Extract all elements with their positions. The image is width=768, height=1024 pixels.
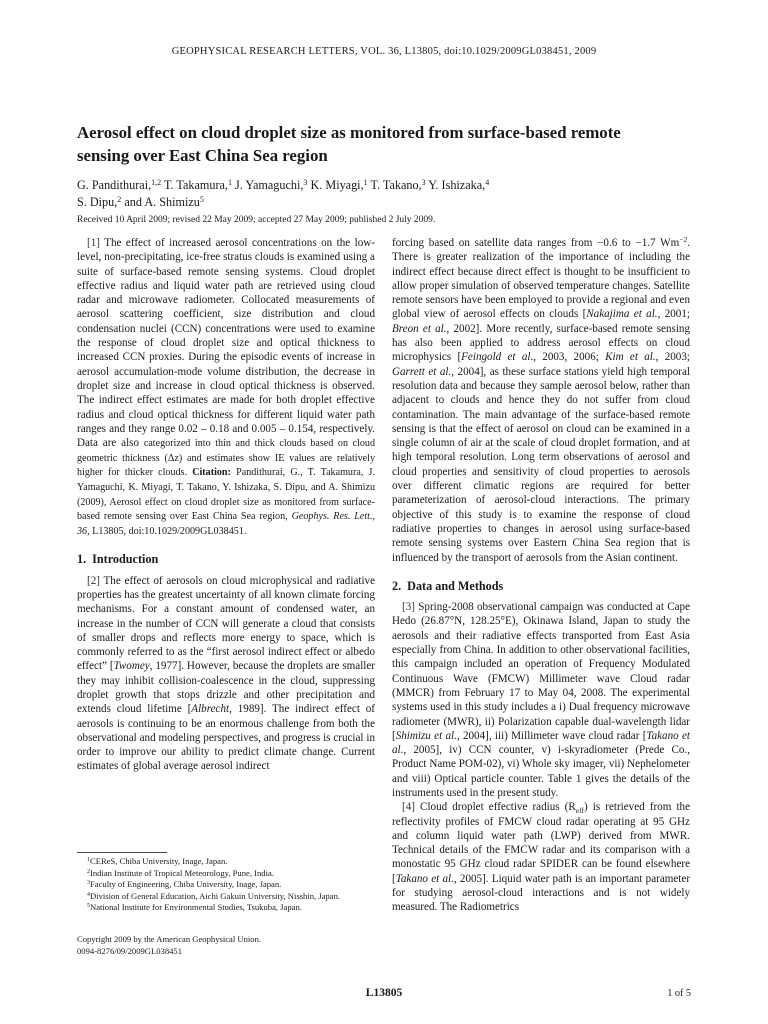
footnote-mark: 3 (87, 880, 90, 887)
affiliation-footnotes (77, 852, 375, 914)
footnote-text: Division of General Education, Aichi Gakuin University, Nisshin, Japan. (90, 890, 341, 901)
body-text: . There is greater realization of the importance of including the indirect effect because direct effect is thought to be insufficient to allow proper simulation of observed temperature changes. Satellite remote sensors have been employed to provide a regional and even global view of aerosol effects on clouds [ (392, 237, 690, 321)
author-name: and A. Shimizu (121, 195, 200, 209)
reference-link[interactable]: Takano et al. (395, 872, 454, 885)
author-name: Y. Ishizaka, (425, 178, 486, 192)
body-text: , 2003, 2006; (533, 351, 606, 364)
author-name: T. Takamura, (161, 178, 228, 192)
affiliation-mark: 1,2 (151, 178, 162, 187)
body-text: , 1989]. The indirect effect of aerosols is continuing to be an enormous challenge from both the observational and modeling perspectives, and progress is crucial in order to improve our ability to predict climate change. Current estimates of global average aerosol indirect (77, 703, 375, 773)
body-text: Cloud droplet effective radius (R (420, 801, 576, 814)
footnote-mark: 5 (87, 903, 90, 910)
reference-link[interactable]: Nakajima et al. (586, 308, 658, 321)
section-title: Data and Methods (407, 578, 504, 593)
left-column (77, 236, 375, 774)
citation-journal: Geophys. Res. Lett., 36, (77, 511, 375, 537)
subscript: eff (575, 806, 584, 816)
methods-paragraph-4 (392, 800, 690, 914)
affiliation-mark: 2 (117, 195, 122, 204)
running-head: GEOPHYSICAL RESEARCH LETTERS, VOL. 36, L13805, doi:10.1029/2009GL038451, 2009 (171, 46, 597, 57)
unit-exponent: −2 (679, 235, 688, 244)
body-text: , 2004], iii) Millimeter wave cloud radar [ (456, 729, 647, 742)
body-text: , 2002]. More recently, surface-based remote sensing has also been applied to address aerosol effects on cloud microphysics [ (392, 322, 691, 364)
reference-link[interactable]: Feingold et al. (461, 351, 534, 364)
section-heading-data-methods (392, 579, 690, 593)
copyright-notice (77, 934, 375, 957)
paragraph-number: [1] (87, 237, 100, 249)
affiliation-mark: 3 (303, 178, 308, 187)
author-name: S. Dipu, (77, 195, 118, 209)
section-heading-introduction (77, 552, 375, 566)
methods-paragraph-3 (392, 600, 690, 800)
page-number: 1 of 5 (667, 988, 691, 999)
article-title: Aerosol effect on cloud droplet size as monitored from surface-based remote sensing over East China Sea region (77, 123, 621, 165)
body-text: , 2005]. Liquid water path is an important parameter for studying aerosol-cloud interactions and is not widely measured. The Radiometrics (392, 872, 691, 914)
footnote-text: CEReS, Chiba University, Inage, Japan. (90, 856, 228, 866)
footnote (77, 868, 375, 880)
footnote (77, 879, 375, 891)
body-text: , 1977]. However, because the droplets are smaller they may inhibit collision-coalescence in the cloud, suppressing droplet growth that stops drizzle and other precipitation and extends cloud lifetime [ (77, 660, 375, 716)
affiliation-mark: 1 (227, 178, 232, 187)
body-text: ) is retrieved from the reflectivity profiles of FMCW cloud radar operating at 95 GHz and column liquid water path (LWP) derived from MWR. Technical details of the FMCW radar and its comparison with a monostatic 95 GHz cloud radar SPIDER can be found elsewhere [ (392, 801, 690, 885)
author-line-1 (77, 177, 697, 194)
body-text: , 2003; (655, 351, 690, 364)
author-name: K. Miyagi, (307, 178, 364, 192)
footnote-text: Indian Institute of Tropical Meteorology, Pune, India. (90, 867, 274, 878)
author-name: T. Takano, (367, 178, 422, 192)
abstract-text: The effect of increased aerosol concentrations on the low-level, non-precipitating, ice-free stratus clouds is examined using a suite of surface-based remote sensing systems. Cloud droplet effective radius and liquid water path are retrieved using cloud radar and microwave radiometer. Collocated measurements of aerosol scattering coefficient, size distribution and cloud condensation nuclei (CCN) concentrations were used to examine the response of cloud droplet size and optical thickness to increased CCN proxies. During the episodic events of increase in aerosol accumulation-mode volume distribution, the decrease in droplet size and increase in cloud optical thickness is observed. The indirect effect estimates are made for both droplet effective radius and cloud optical thickness for different liquid water path ranges and they range 0.02 – 0.18 and 0.005 – 0.154, respectively. Data are also (77, 237, 375, 450)
body-text: Spring-2008 observational campaign was conducted at Cape Hedo (26.87°N, 128.25°E), Okinawa Island, Japan to study the aerosols and their radiative effects transported from East Asia especially from China. In addition to other observational facilities, this campaign included an operation of Frequency Modulated Continuous Wave (FMCW) Millimeter wave Cloud radar (MMCR) from February 17 to May 04, 2008. The experimental systems used in this study includes a i) Dual frequency microwave radiometer (MWR), ii) Polarization capable dual-wavelength lidar [ (392, 601, 690, 742)
introduction-paragraph (77, 574, 375, 774)
issn-line: 0094-8276/09/2009GL038451 (77, 945, 183, 956)
footnote-text: Faculty of Engineering, Chiba University, Inage, Japan. (90, 879, 282, 890)
right-column (392, 236, 690, 915)
footnote (77, 891, 375, 903)
abstract-tail-text: categorized into thin and thick clouds based on cloud geometric thickness (Δz) and estimates show IE values are relatively higher for thicker clouds. (77, 438, 375, 479)
paragraph-number: [2] (87, 574, 100, 587)
received-dates: Received 10 April 2009; revised 22 May 2009; accepted 27 May 2009; published 2 July 2009. (77, 215, 436, 225)
body-text: , 2001; (657, 308, 690, 321)
footnote (77, 856, 375, 868)
affiliation-mark: 1 (363, 178, 368, 187)
reference-link[interactable]: Kim et al. (605, 351, 656, 364)
author-line-2 (77, 194, 697, 211)
footnote-divider (77, 852, 167, 853)
reference-link[interactable]: Takano et al. (392, 729, 691, 757)
footnote-mark: 1 (87, 857, 90, 863)
author-list (77, 177, 697, 211)
citation-text: Pandithurai, G., T. Takamura, J. Yamaguchi, K. Miyagi, T. Takano, Y. Ishizaka, S. Dipu, and A. Shimizu (2009), Aerosol effect on cloud droplet size as monitored from surface-based remote sensing over East China Sea region, (77, 467, 375, 523)
body-text: forcing based on satellite data ranges from −0.6 to −1.7 Wm (392, 237, 680, 249)
reference-link[interactable]: Shimizu et al. (395, 729, 457, 742)
reference-link[interactable]: Albrecht (191, 703, 230, 716)
introduction-continued (392, 236, 690, 565)
article-id-footer: L13805 (365, 987, 403, 999)
footnote-mark: 2 (87, 868, 90, 875)
paragraph-number: [3] (402, 601, 415, 614)
section-number: 2. (392, 578, 402, 593)
reference-link[interactable]: Twomey (113, 660, 150, 673)
affiliation-mark: 4 (485, 178, 490, 187)
body-text: , 2004], as these surface stations yield high temporal resolution data and because they sample aerosol below, rather than adjacent to clouds and hence they do not suffer from cloud contamination. The main advantage of the surface-based remote sensing is that the effect of aerosol on cloud can be examined in a single column of air at the scale of cloud droplet formation, and at high temporal resolution. Long term observations of aerosol and cloud properties and sensitivity of cloud properties to aerosols over different climatic regions are required for better parameterization of aerosol-cloud interactions. The primary objective of this study is to examine the response of cloud radiative properties to changes in aerosol using surface-based remote sensing systems over Eastern China Sea region that is influenced by the transport of aerosols from the Asian continent. (392, 365, 690, 564)
affiliation-mark: 5 (199, 195, 204, 204)
citation-doi: L13805, doi:10.1029/2009GL038451. (92, 525, 247, 537)
section-title: Introduction (92, 552, 159, 567)
footnote (77, 902, 375, 914)
footnote-mark: 4 (87, 891, 90, 898)
reference-link[interactable]: Breon et al. (392, 322, 447, 335)
body-text: , 2005], iv) CCN counter, v) i-skyradiometer (Prede Co., Product Name POM-02), vi) Whole sky imager, vii) Nephelometer and viii) Optical particle counter. Table 1 gives the details of the instruments used in the present study. (392, 744, 690, 799)
author-name: J. Yamaguchi, (231, 178, 304, 192)
section-number: 1. (77, 552, 87, 567)
reference-link[interactable]: Garrett et al. (392, 365, 452, 378)
body-text: The effect of aerosols on cloud microphysical and radiative properties has the greatest uncertainty of all known climate forcing mechanisms. For a constant amount of condensed water, an increase in the number of CCN will generate a cloud that consists of smaller drops and reflects more energy to space, which is commonly referred to as the “first aerosol indirect effect or albedo effect” [ (77, 574, 375, 673)
author-name: G. Pandithurai, (77, 178, 152, 192)
paragraph-number: [4] (402, 801, 415, 814)
abstract-tail (77, 438, 375, 537)
copyright-line: Copyright 2009 by the American Geophysical Union. (77, 934, 262, 944)
abstract (77, 236, 375, 538)
affiliation-mark: 3 (421, 178, 426, 187)
citation-label: Citation: (192, 467, 231, 479)
footnote-text: National Institute for Environmental Studies, Tsukuba, Japan. (90, 902, 302, 913)
